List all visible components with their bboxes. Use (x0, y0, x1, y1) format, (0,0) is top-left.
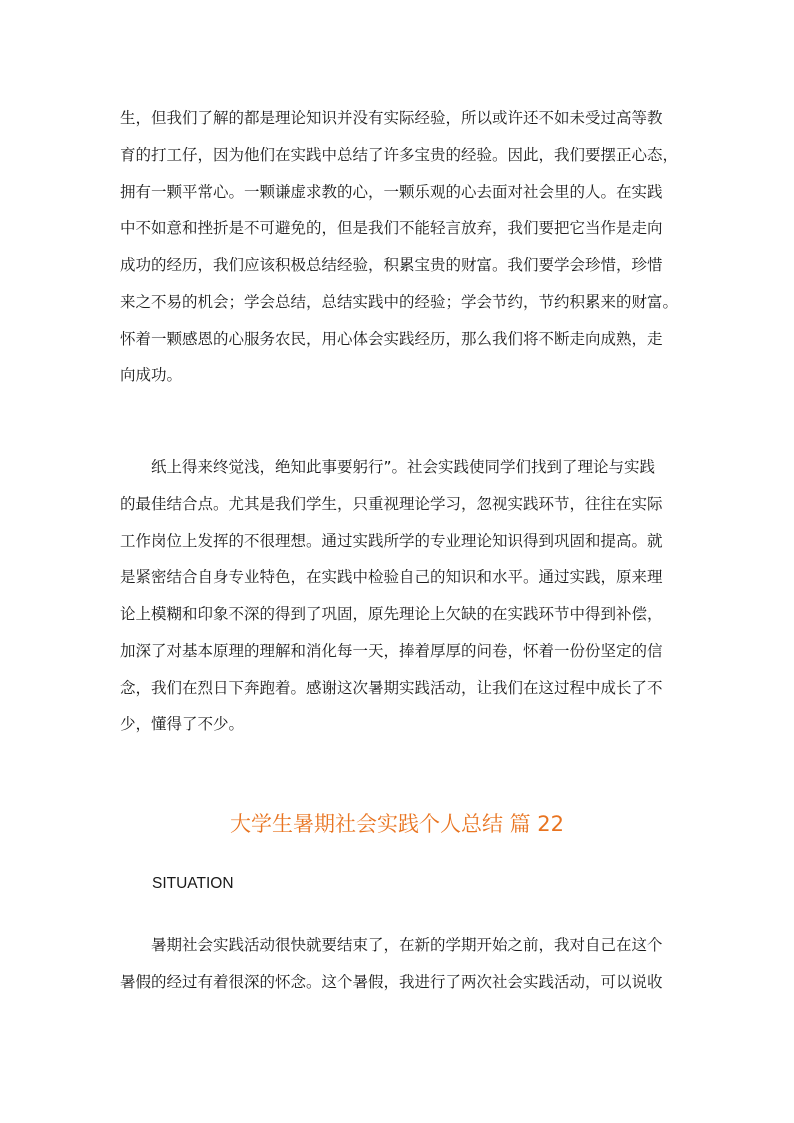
paragraph-line: 的最佳结合点。尤其是我们学生，只重视理论学习，忽视实践环节，往往在实际 (120, 494, 663, 513)
paragraph-line: 成功的经历，我们应该积极总结经验，积累宝贵的财富。我们要学会珍惜，珍惜 (120, 256, 663, 274)
paragraph-line: 拥有一颗平常心。一颗谦虚求教的心，一颗乐观的心去面对社会里的人。在实践 (120, 182, 663, 201)
situation-label: SITUATION (152, 875, 234, 892)
paragraph-line: 怀着一颗感恩的心服务农民，用心体会实践经历，那么我们将不断走向成熟，走 (120, 329, 663, 348)
paragraph-line: 工作岗位上发挥的不很理想。通过实践所学的专业理论知识得到巩固和提高。就 (120, 531, 663, 550)
paragraph-line: 暑假的经过有着很深的怀念。这个暑假，我进行了两次社会实践活动，可以说收 (120, 972, 663, 991)
body-paragraph-2 (120, 449, 676, 743)
body-paragraph-1 (120, 100, 679, 394)
paragraph-line: 来之不易的机会；学会总结，总结实践中的经验；学会节约，节约积累来的财富。 (120, 292, 679, 311)
section-heading: 大学生暑期社会实践个人总结 篇 22 (229, 812, 565, 836)
paragraph-line: 生，但我们了解的都是理论知识并没有实际经验，所以或许还不如未受过高等教 (120, 109, 663, 127)
paragraph-line: 育的打工仔，因为他们在实践中总结了许多宝贵的经验。因此，我们要摆正心态， (120, 145, 679, 164)
body-paragraph-3 (120, 927, 676, 1001)
paragraph-line: 念，我们在烈日下奔跑着。感谢这次暑期实践活动，让我们在这过程中成长了不 (120, 678, 663, 697)
paragraph-line: 中不如意和挫折是不可避免的，但是我们不能轻言放弃，我们要把它当作是走向 (120, 219, 663, 238)
paragraph-line: 少，懂得了不少。 (120, 715, 245, 734)
paragraph-line: 暑期社会实践活动很快就要结束了，在新的学期开始之前，我对自己在这个 (151, 936, 663, 954)
paragraph-line: 加深了对基本原理的理解和消化每一天，捧着厚厚的问卷，怀着一份份坚定的信 (120, 641, 663, 660)
paragraph-line: 论上模糊和印象不深的得到了巩固，原先理论上欠缺的在实践环节中得到补偿， (120, 605, 663, 623)
paragraph-line: 纸上得来终觉浅，绝知此事要躬行”。社会实践使同学们找到了理论与实践 (151, 458, 656, 476)
paragraph-line: 是紧密结合自身专业特色，在实践中检验自己的知识和水平。通过实践，原来理 (120, 568, 663, 587)
paragraph-line: 向成功。 (120, 366, 183, 385)
